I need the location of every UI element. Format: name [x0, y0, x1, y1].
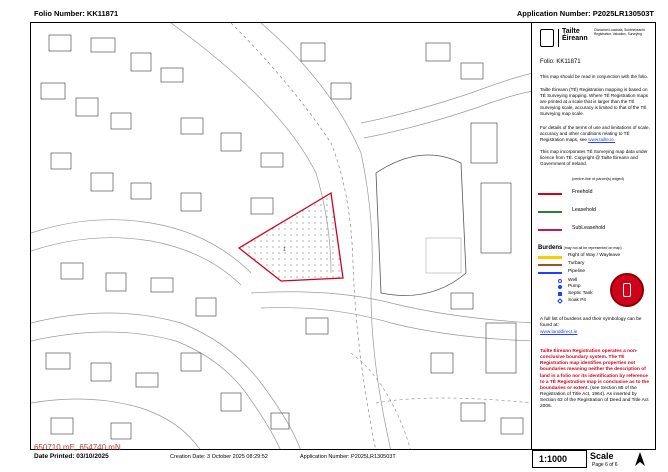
application-number: Application Number: P2025LR130503T — [516, 9, 654, 18]
coord-bottom-left: 650710 mE, 654740 mN — [34, 443, 121, 452]
burden-row-right-of-way: Right of Way / Wayleave — [538, 253, 654, 260]
legend-freehold-swatch — [538, 193, 562, 195]
seal-icon — [610, 273, 644, 307]
legend-freehold: Freehold — [572, 189, 593, 195]
creation-date: Creation Date: 3 October 2025 08:29:52 — [170, 454, 268, 460]
pump-icon — [558, 285, 562, 289]
septic-tank-icon — [558, 292, 562, 296]
panel-para2: For details of the terms of use and limitations of scale, accuracy and other conditions relating to TÉ Registration maps, see www.tailte.ie. — [540, 125, 650, 142]
scale-box — [532, 450, 587, 468]
panel-intro: This map should be read in conjunction with the folio. — [540, 74, 649, 79]
panel-para1: Tailte Éireann (TÉ) Registration mapping is based on TÉ Surveying mapping. Where TÉ Registration maps are printed at a scale that is larger than the TÉ Surveying scale, accuracy is limited to that of the TÉ Surveying map scale. — [540, 87, 648, 116]
legend-leasehold: Leasehold — [572, 207, 596, 213]
burden-row-pump: Pump — [538, 284, 654, 291]
page-number: Page 6 of 6 — [592, 462, 618, 468]
brand-sub: Clárúchán Luachála, Suirbhéireacht Registration, Valuation, Surveying — [594, 28, 645, 37]
date-printed: Date Printed: 03/10/2025 — [34, 453, 109, 460]
folio-number: Folio Number: KK11871 — [34, 9, 119, 18]
burden-row-septic: Septic Tank — [538, 291, 654, 298]
svg-text:1: 1 — [283, 247, 286, 253]
burden-row-well: Well — [538, 278, 654, 285]
legend-subleasehold: SubLeasehold — [572, 225, 606, 231]
well-icon — [558, 279, 562, 283]
harp-logo-icon — [540, 29, 554, 47]
footer-application: Application Number: P2025LR130503T — [300, 454, 396, 460]
north-arrow-icon — [634, 452, 646, 466]
freehold-parcel — [239, 193, 343, 281]
info-panel — [532, 22, 656, 450]
map-canvas — [31, 23, 532, 450]
panel-folio: Folio: KK11871 — [540, 59, 581, 65]
disclaimer: Tailte Éireann Registration operates a non-conclusive boundary system. The TÉ Registration map identifies properties not boundaries meaning neither the description of land in a folio nor its identification by reference to a TÉ Registration map is conclusive as to the boundaries or extent. (see Section 85 of the Registration of Title Act, 1964). As inserted by Section 62 of the Registration of Deed and Title Act 2006. — [540, 349, 650, 410]
soak-pit-icon — [557, 298, 563, 304]
tailte-link[interactable]: www.tailte.ie. — [588, 136, 616, 142]
brand-line2: Éireann — [562, 35, 588, 42]
centre-note: (centre-line of parcel(s) edged) — [572, 177, 624, 181]
panel-para3: This map incorporates TÉ Surveying map data under licence from TÉ. Copyright @ Tailte Éireann and Government of Ireland. — [540, 149, 648, 166]
scale-word: Scale — [590, 451, 614, 461]
scale-value: 1:1000 — [539, 454, 568, 464]
map-frame — [30, 22, 532, 450]
burdens-more: A full list of burdens and their symbology can be found at: — [540, 317, 642, 329]
burden-row-turbary: Turbary — [538, 261, 654, 268]
brand-line1: Tailte — [562, 28, 580, 35]
burdens-header: Burdens (may not all be represented on map) — [538, 245, 622, 251]
legend-subleasehold-swatch — [538, 229, 562, 231]
landdirect-link[interactable]: www.landdirect.ie — [540, 330, 578, 335]
burden-row-pipeline: Pipeline — [538, 269, 654, 276]
legend-leasehold-swatch — [538, 211, 562, 213]
burden-row-soak-pit: Soak Pit — [538, 298, 654, 305]
